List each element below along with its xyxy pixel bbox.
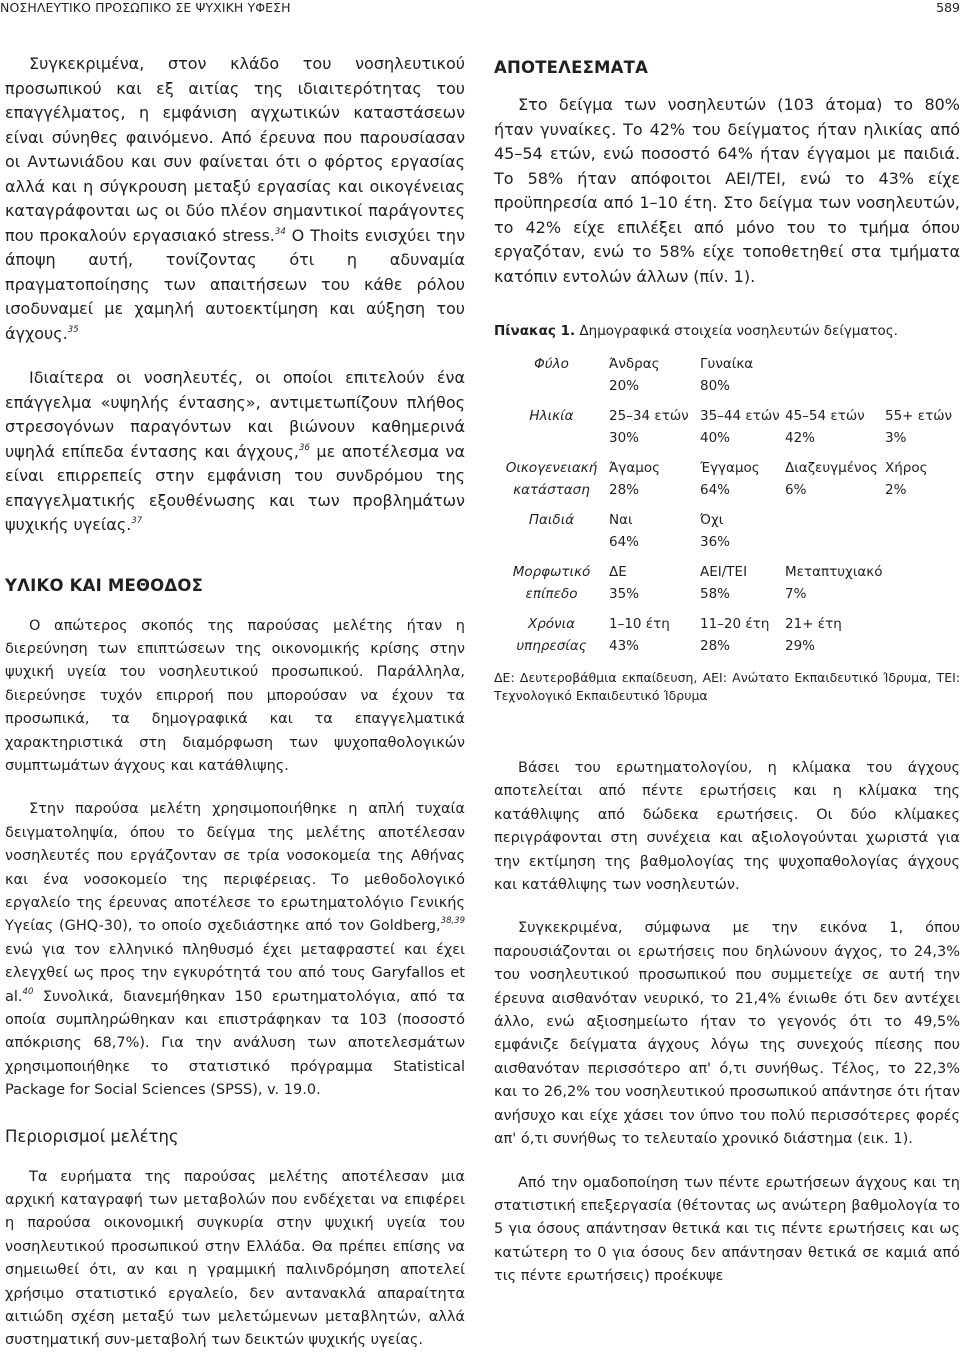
table-cell [609,561,700,613]
table-cell [785,509,885,561]
page-number: 589 [936,0,960,15]
table-row [494,457,960,509]
cell-category: 25–34 ετών [609,408,689,424]
cell-percentage: 6% [785,482,807,498]
cell-percentage: 80% [700,378,731,394]
citation-ref: 38,39 [440,916,465,927]
table-label: Πίνακας 1. [494,323,576,339]
results-paragraph-4: Από την ομαδοποίηση των πέντε ερωτήσεων άγχους και τη στατιστική επεξεργασία (θέτοντας ως ανώτερη βαθμολογία το 5 για όσους απάντησαν θετικά και τις πέντε ερωτήσεις και ως κατώτερη το 0 για όσους δεν απάντησαν θετικά σε καμιά από τις πέντε ερωτήσεις) προέκυψε [494,1174,960,1285]
cell-percentage: 20% [609,378,640,394]
cell-category: 11–20 έτη [700,616,770,632]
cell-percentage: 64% [700,482,731,498]
citation-ref: 36 [299,442,310,453]
cell-percentage: 43% [609,638,640,654]
table-cell [609,613,700,665]
cell-category: Γυναίκα [700,356,754,372]
table-cell [609,457,700,509]
row-label: Ηλικία [529,408,574,424]
cell-category: 35–44 ετών [700,408,780,424]
running-title: ΝΟΣΗΛΕΥΤΙΚΟ ΠΡΟΣΩΠΙΚΟ ΣΕ ΨΥΧΙΚΗ ΥΦΕΣΗ [0,0,291,15]
methods-heading: ΥΛΙΚΟ ΚΑΙ ΜΕΘΟΔΟΣ [5,575,204,595]
page-header [0,0,960,14]
table-row [494,509,960,561]
cell-category: Χήρος [885,460,928,476]
table-cell [700,561,785,613]
table-cell [785,353,885,405]
table-cell [700,405,785,457]
cell-category: Όχι [700,512,724,528]
table-cell [885,509,960,561]
results-paragraph-2: Βάσει του ερωτηματολογίου, η κλίμακα του άγχους αποτελείται από πέντε ερωτήσεις και η κλίμακα της κατάθλιψης από δώδεκα ερωτήσεις. Οι δύο κλίμακες περιγράφονται στη συνέχεια και αξιολογούνται χωριστά για την εκτίμηση της βαθμολογίας της ψυχοπαθολογίας άγχους και κατάθλιψης των νοσηλευτών. [494,760,960,894]
table-cell [609,509,700,561]
cell-category: Άγαμος [609,460,661,476]
cell-category: 1–10 έτη [609,616,670,632]
cell-category: 55+ ετών [885,408,953,424]
table-caption: Πίνακας 1. Δημογραφικά στοιχεία νοσηλευτών δείγματος. [494,323,898,339]
cell-percentage: 28% [700,638,731,654]
table-cell [700,613,785,665]
cell-percentage: 7% [785,586,807,602]
cell-category: ΑΕΙ/ΤΕΙ [700,564,748,580]
table-cell [785,457,885,509]
cell-percentage: 30% [609,430,640,446]
results-paragraph-3: Συγκεκριμένα, σύμφωνα με την εικόνα 1, όπου παρουσιάζονται οι ερωτήσεις που δηλώνουν άγχος, το 24,3% του νοσηλευτικού προσωπικού που συμμετείχε σε αυτή την έρευνα αισθανόταν νευρικό, το 21,4% ένιωθε ότι δεν αντέχει άλλο, ενώ αξιοσημείωτο ήταν το γεγονός ότι το 49,5% εμφάνιζε δείγματα άγχους λόγω της συνεχούς πίεσης που αισθανόταν περισσότερο απ' ό,τι συνήθως. Τέλος, το 22,3% και το 26,2% του νοσηλευτικού προσωπικού απάντησε ότι ήταν ανήσυχο και είχε χάσει τον ύπνο του πολύ περισσότερες φορές απ' ό,τι συνήθως το τελευταίο χρονικό διάστημα (εικ. 1). [494,920,960,1148]
cell-percentage: 64% [609,534,640,550]
table-cell [785,613,885,665]
results-heading: ΑΠΟΤΕΛΕΣΜΑΤΑ [494,58,649,77]
table-cell [700,353,785,405]
cell-category: Μεταπτυχιακό [785,564,883,580]
intro-paragraph-2: Ιδιαίτερα οι νοσηλευτές, οι οποίοι επιτελούν ένα επάγγελμα «υψηλής έντασης», αντιμετωπίζουν πλήθος στρεσογόνων παραγόντων και βιώνουν καθημερινά υψηλά επίπεδα έντασης και άγχους,$^{36}$ με αποτέλεσμα να είναι επιρρεπείς στην εμφάνιση του συνδρόμου της επαγγελματικής εξουθένωσης και των προβλημάτων ψυχικής υγείας.$^{37}$ [5,368,466,534]
cell-percentage: 40% [700,430,731,446]
table-cell [609,405,700,457]
table-row [494,561,960,613]
table-cell [785,405,885,457]
table-cell [885,457,960,509]
table-cell [885,561,960,613]
citation-ref: 37 [131,516,143,526]
cell-percentage: 35% [609,586,640,602]
row-label: Μορφωτικό επίπεδο [512,564,591,602]
results-paragraph-1: Στο δείγμα των νοσηλευτών (103 άτομα) το 80% ήταν γυναίκες. Το 42% του δείγματος ήταν ηλικίας από 45–54 ετών, ενώ ποσοστό 64% ήταν έγγαμοι με παιδιά. Το 58% ήταν απόφοιτοι ΑΕΙ/ΤΕΙ, ενώ το 43% είχε προϋπηρεσία από 1–10 έτη. Στο δείγμα των νοσηλευτών, το 42% είχε επιλέξει από μόνο του το τμήμα όπου εργαζόταν, ενώ το 58% είχε τοποθετηθεί στα τμήματα κατόπιν εντολών άλλων (πίν. 1). [494,95,960,286]
cell-percentage: 42% [785,430,816,446]
table-cell [700,509,785,561]
cell-category: Ναι [609,512,633,528]
table-row [494,613,960,665]
table-cell [785,561,885,613]
table-footnote: ΔΕ: Δευτεροβάθμια εκπαίδευση, ΑΕΙ: Ανώτατο Εκπαιδευτικό Ίδρυμα, ΤΕΙ: Τεχνολογικό Εκπαιδευτικό Ίδρυμα [494,670,960,703]
table-cell [700,457,785,509]
table-row [494,353,960,405]
row-label: Παιδιά [528,512,575,528]
cell-percentage: 28% [609,482,640,498]
limitations-heading: Περιορισμοί μελέτης [5,1126,179,1146]
limitations-paragraph: Τα ευρήματα της παρούσας μελέτης αποτέλεσαν μια αρχική καταγραφή των μεταβολών που ενδέχεται να επιφέρει η παρούσα οικονομική συγκυρία στην ψυχική υγεία του νοσηλευτικού προσωπικού στην Ελλάδα. Θα πρέπει επίσης να σημειωθεί ότι, αν και η γραμμική παλινδρόμηση αποτελεί χρήσιμο στατιστικό εργαλείο, δεν αντανακλά απαραίτητα αιτιώδη σχέση μεταξύ των μελετώμενων μεταβλητών, αλλά συστηματική συν-μεταβολή των δεικτών ψυχικής υγείας. [5,1168,465,1349]
cell-percentage: 29% [785,638,816,654]
cell-category: Διαζευγμένος [785,460,878,476]
cell-percentage: 2% [885,482,907,498]
cell-category: ΔΕ [609,564,627,580]
row-label: Οικογενειακή κατάσταση [505,460,598,498]
cell-category: 21+ έτη [785,616,842,632]
cell-percentage: 58% [700,586,731,602]
table-cell [885,613,960,665]
citation-ref: 34 [274,226,286,237]
intro-paragraph-1: Συγκεκριμένα, στον κλάδο του νοσηλευτικού προσωπικού και εξ αιτίας της ιδιαιτερότητας του επαγγέλματος, η εμφάνιση αγχωτικών καταστάσεων είναι σύνηθες φαινόμενο. Από έρευνα που παρουσίασαν οι Αντωνιάδου και συν φαίνεται ότι ο φόρτος εργασίας αλλά και η σύγκρουση μεταξύ εργασίας και οικογένειας καταγράφονται ως οι δύο πλέον σημαντικοί παράγοντες που προκαλούν εργασιακό stress.$^{34}$ Ο Thoits ενισχύει την άποψη αυτή, τονίζοντας ότι η αδυναμία πραγματοποίησης των απαιτήσεων του κάθε ρόλου ισοδυναμεί με χαμηλή αυτοεκτίμηση και αύξηση του άγχους.$^{35}$ [5,54,466,343]
table-row [494,405,960,457]
row-label: Φύλο [534,356,569,372]
table-cell [609,353,700,405]
right-column [494,44,960,1289]
table-cell [885,353,960,405]
citation-ref: 35 [67,324,79,335]
cell-category: 45–54 ετών [785,408,865,424]
row-label: Χρόνια υπηρεσίας [516,616,587,654]
demographics-table [494,353,960,665]
cell-percentage: 3% [885,430,907,446]
methods-paragraph-1: Ο απώτερος σκοπός της παρούσας μελέτης ήταν η διερεύνηση των επιπτώσεων της οικονομικής κρίσης στην ψυχική υγεία του νοσηλευτικού προσωπικού. Παράλληλα, διερεύνησε τυχόν επιρροή που μπορούσαν να έχουν τα προσωπικά, τα δημογραφικά και τα επαγγελματικά χαρακτηριστικά στη διαμόρφωση των ψυχοπαθολογικών συμπτωμάτων άγχους και κατάθλιψης. [5,617,465,774]
cell-category: Έγγαμος [700,460,760,476]
citation-ref: 40 [22,986,34,997]
left-column [5,44,465,1353]
methods-paragraph-2: Στην παρούσα μελέτη χρησιμοποιήθηκε η απλή τυχαία δειγματοληψία, όπου το δείγμα της μελέτης αποτέλεσαν νοσηλευτές που εργάζονταν σε τρία νοσοκομεία της Αθήνας και ένα νοσοκομείο της περιφέρειας. Το μεθοδολογικό εργαλείο της έρευνας αποτέλεσε το ερωτηματολόγιο Γενικής Υγείας (GHQ-30), το οποίο σχεδιάστηκε από τον Goldberg,$^{38,39}$ ενώ για τον ελληνικό πληθυσμό έχει μεταφραστεί και έχει ελεγχθεί ως προς την εγκυρότητά του από τους Garyfallos et al.$^{40}$ Συνολικά, διανεμήθηκαν 150 ερωτηματολόγια, από τα οποία συμπληρώθηκαν και επιστράφηκαν τα 103 (ποσοστό απόκρισης 68,7%). Για την ανάλυση των αποτελεσμάτων χρησιμοποιήθηκε το στατιστικό πρόγραμμα Statistical Package for Social Sciences (SPSS), v. 19.0. [5,801,465,1099]
cell-category: Άνδρας [609,356,660,372]
cell-percentage: 36% [700,534,731,550]
table-cell [885,405,960,457]
